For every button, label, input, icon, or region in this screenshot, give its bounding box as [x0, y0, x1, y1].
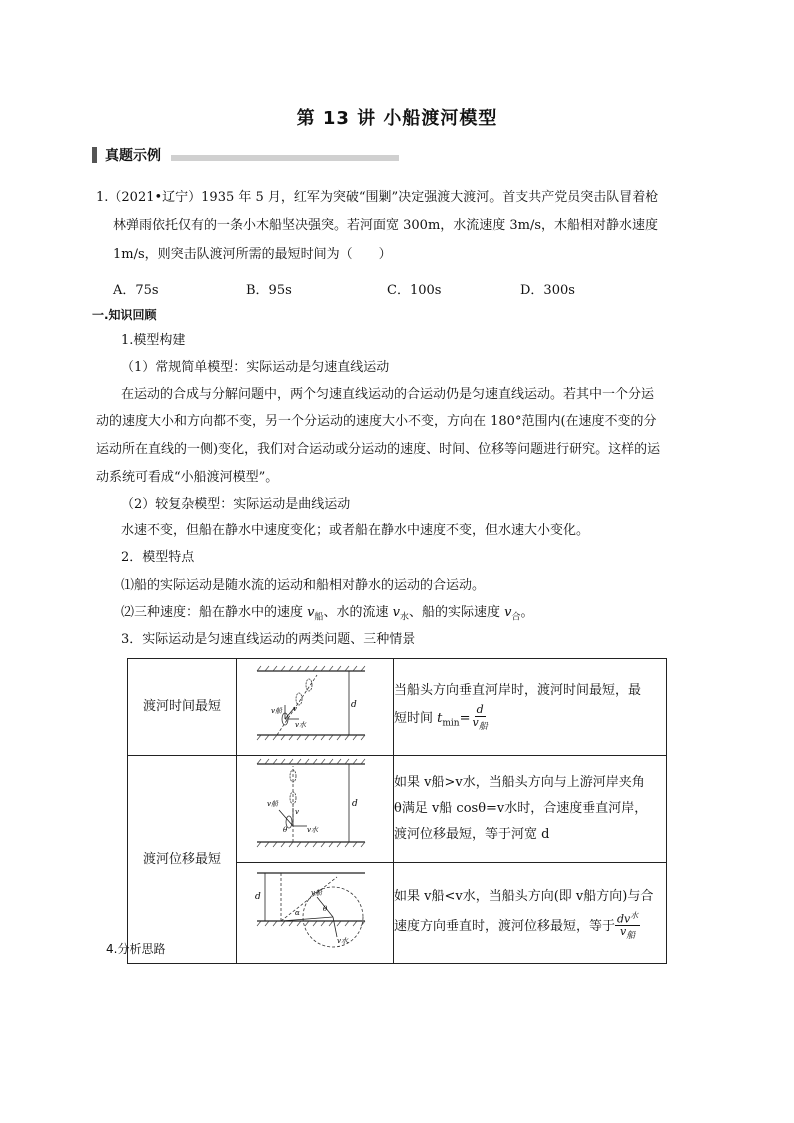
review-p5: 水速不变，但船在静水中速度变化；或者船在静水中速度不变，但水速大小变化。	[121, 523, 590, 538]
frac-den-vboat: $v_船$	[472, 715, 488, 732]
s2b-pre: ⑵三种速度：船在静水中的速度	[121, 605, 308, 620]
question-line-1: 1.（2021•辽宁）1935 年 5 月，红军为突破“围剿”决定强渡大渡河。首支共产党员突击队冒着枪	[96, 190, 659, 205]
review-p1: 在运动的合成与分解问题中，两个匀速直线运动的合运动仍是匀速直线运动。若其中一个分运	[121, 387, 655, 402]
section-marker	[92, 147, 97, 163]
dv-fraction	[615, 910, 640, 943]
row1-text-cell	[394, 659, 667, 756]
fig2-v-label: v	[295, 808, 299, 816]
row1-text2: 短时间	[394, 710, 438, 726]
fig3-alpha-label: α	[295, 909, 300, 917]
option-a: A．75s	[113, 283, 159, 298]
fig3-vwater-label: v水	[337, 937, 348, 945]
model-table	[127, 658, 667, 964]
s2b-end: 。	[520, 605, 534, 620]
v-symbol: v	[307, 605, 315, 620]
fig2-theta-label: θ	[283, 826, 288, 834]
section-header	[92, 146, 399, 164]
review-s1b: （2）较复杂模型：实际运动是曲线运动	[121, 497, 351, 512]
figure-min-displacement-2	[237, 863, 393, 953]
fig1-d-label: d	[351, 700, 357, 710]
review-p2: 动的速度大小和方向都不变，另一个分运动的速度大小不变，方向在 180°范围内(在速度不变的分	[96, 414, 657, 429]
fig3-vboat-label: v船	[311, 889, 322, 897]
question-line-3: 1m/s，则突击队渡河所需的最短时间为（ ）	[113, 247, 392, 262]
tmin-sub: min	[442, 718, 460, 729]
fig1-v-label: v	[293, 705, 297, 713]
review-s2b	[121, 603, 534, 628]
section-rule	[171, 155, 399, 161]
option-b: B．95s	[246, 283, 292, 298]
fig2-vboat-label: v船	[267, 800, 278, 808]
s2b-mid2: 、船的实际速度	[409, 605, 505, 620]
fig3-d-label: d	[255, 892, 261, 902]
option-d: D．300s	[520, 283, 575, 298]
section-header-label: 真题示例	[105, 148, 161, 164]
review-s1: 1.模型构建	[121, 333, 186, 348]
row3-text-cell	[394, 863, 667, 964]
option-c: C．100s	[387, 283, 442, 298]
figure-min-time	[237, 659, 393, 745]
fig1-vwater-label: v水	[295, 721, 306, 729]
v-symbol: v	[504, 605, 512, 620]
boat-sub: 船	[314, 612, 324, 623]
review-p4: 动系统可看成“小船渡河模型”。	[96, 470, 279, 485]
row2-text-line2: θ满足 v船 cosθ=v水时，合速度垂直河岸，	[394, 801, 648, 816]
figure-min-displacement-1	[237, 756, 393, 852]
tmin-symbol: t	[437, 710, 443, 726]
row1-head: 渡河时间最短	[128, 659, 237, 756]
fig2-vwater-label: v水	[307, 826, 318, 834]
row3-text-line2	[394, 910, 666, 943]
row3-text-line1: 如果 v船<v水，当船头方向(即 v船方向)与合	[394, 888, 654, 904]
row1-text-line2: 短时间 $t_{min}=$ $\frac{d}{v_船}$	[394, 702, 488, 732]
page-title: 第 13 讲 小船渡河模型	[296, 108, 498, 129]
fig1-vboat-label: v船	[271, 707, 282, 715]
fig3-theta-label: θ	[323, 905, 328, 913]
review-s2: 2．模型特点	[121, 550, 195, 565]
review-s1a: （1）常规简单模型：实际运动是匀速直线运动	[121, 360, 390, 375]
water-sub: 水	[400, 612, 410, 623]
combined-sub: 合	[511, 612, 521, 623]
review-s2a: ⑴船的实际运动是随水流的运动和船相对静水的运动的合运动。	[121, 578, 486, 593]
frac-num-d: d	[476, 702, 484, 716]
v-symbol: v	[392, 605, 401, 620]
review-s3: 3．实际运动是匀速直线运动的两类问题、三种情景	[121, 632, 416, 647]
review-heading: 一.知识回顾	[92, 308, 157, 322]
figure-3-cell	[237, 863, 394, 964]
frac-num-dv: $dv^水$	[617, 910, 639, 926]
tmin-fraction	[471, 704, 490, 733]
row2-text-cell	[394, 756, 667, 863]
frac-den-vboat: $v_船$	[620, 925, 636, 942]
figure-2-cell	[237, 756, 394, 863]
review-s4: 4.分析思路	[106, 942, 166, 956]
fig2-d-label: d	[352, 799, 358, 809]
review-p3: 运动所在直线的一侧)变化，我们对合运动或分运动的速度、时间、位移等问题进行研究。这样的运	[96, 442, 661, 457]
row2-head: 渡河位移最短	[128, 756, 237, 964]
row1-text-line1: 当船头方向垂直河岸时，渡河时间最短，最	[394, 682, 642, 698]
question-line-2: 林弹雨依托仅有的一条小木船坚决强突。若河面宽 300m，水流速度 3m/s，木船相对静水速度	[113, 218, 659, 233]
figure-1-cell	[237, 659, 394, 756]
row2-text-line1: 如果 v船>v水，当船头方向与上游河岸夹角	[394, 775, 645, 790]
row3-text2: 速度方向垂直时，渡河位移最短，等于	[394, 918, 616, 934]
s2b-mid1: 、水的流速	[323, 605, 393, 620]
row2-text-line3: 渡河位移最短，等于河宽 d	[394, 827, 550, 842]
